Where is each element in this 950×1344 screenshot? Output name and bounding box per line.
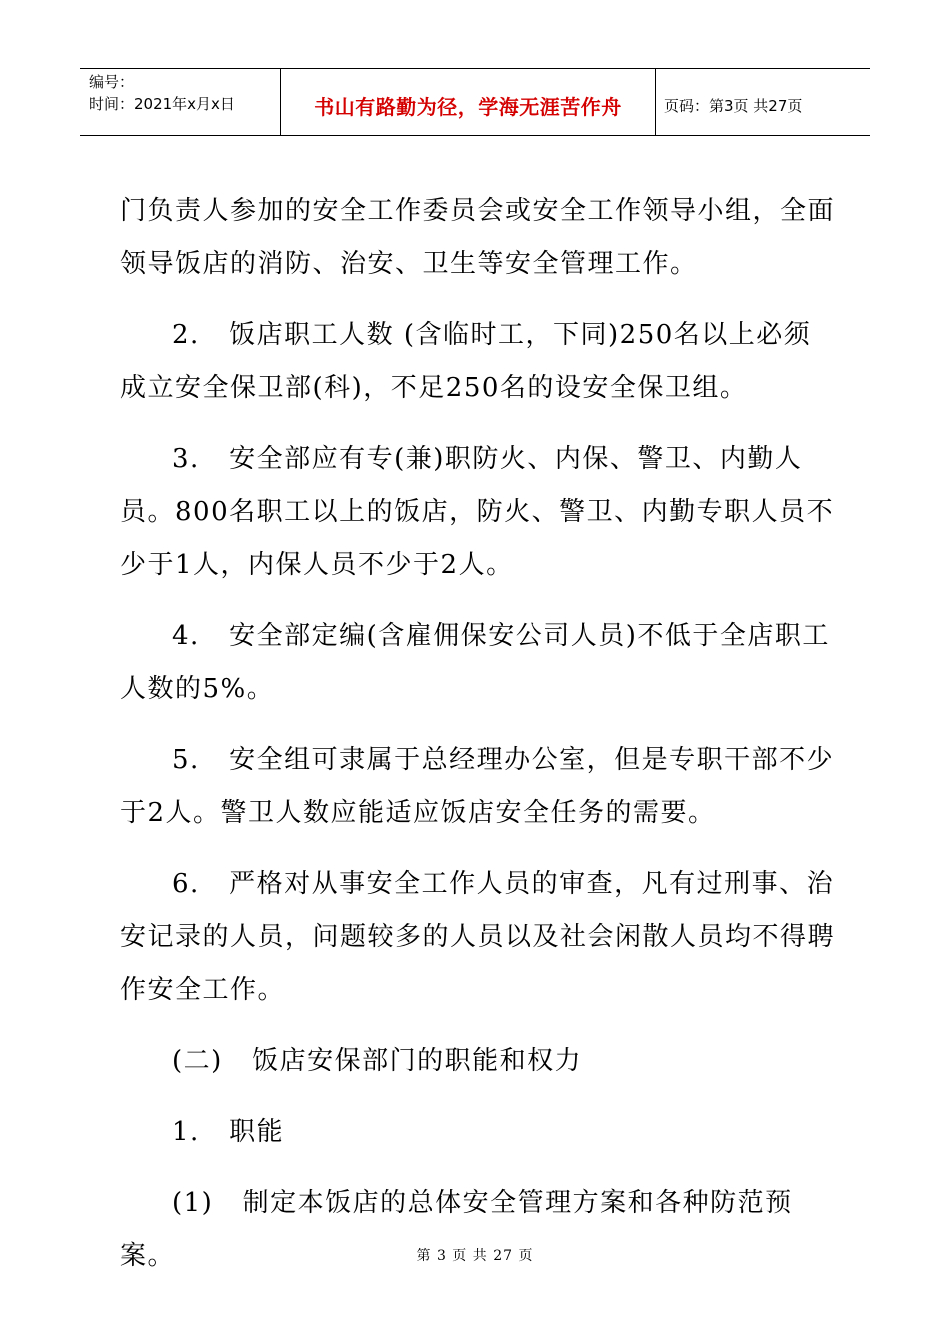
header-page-label: 页码：第3页 共27页 [664,96,803,115]
paragraph-item-4: 4. 安全部定编(含雇佣保安公司人员)不低于全店职工人数的5%。 [120,621,830,704]
paragraph-item-3: 3. 安全部应有专(兼)职防火、内保、警卫、内勤人员。800名职工以上的饭店，防火、警卫、内勤专职人员不少于1人，内保人员不少于2人。 [120,444,835,580]
section-heading: (二) 饭店安保部门的职能和权力 [172,1046,583,1076]
paragraph-item-2: 2. 饭店职工人数 (含临时工，下同)250名以上必须成立安全保卫部(科)，不足250名的设安全保卫组。 [120,320,812,403]
paragraph-continuation: 门负责人参加的安全工作委员会或安全工作领导小组，全面领导饭店的消防、治安、卫生等安全管理工作。 [120,196,836,279]
document-body [120,185,835,1301]
paragraph-item-5: 5. 安全组可隶属于总经理办公室，但是专职干部不少于2人。警卫人数应能适应饭店安全任务的需要。 [120,745,835,828]
paragraph-sub-item-1: (1) 制定本饭店的总体安全管理方案和各种防范预案。 [120,1188,793,1271]
paragraph-item-6: 6. 严格对从事安全工作人员的审查，凡有过刑事、治安记录的人员，问题较多的人员以及社会闲散人员均不得聘作安全工作。 [120,869,836,1005]
document-header [80,68,870,136]
header-meta-cell [80,69,281,135]
document-number-label: 编号： [89,73,135,91]
header-motto-cell [281,69,656,135]
page-footer [0,1245,950,1265]
header-motto: 书山有路勤为径，学海无涯苦作舟 [314,94,622,119]
footer-page-number: 第 3 页 共 27 页 [416,1248,534,1264]
document-date-label: 时间：2021年x月x日 [89,95,235,113]
header-page-cell [656,69,870,135]
subsection-heading: 1. 职能 [172,1117,285,1147]
